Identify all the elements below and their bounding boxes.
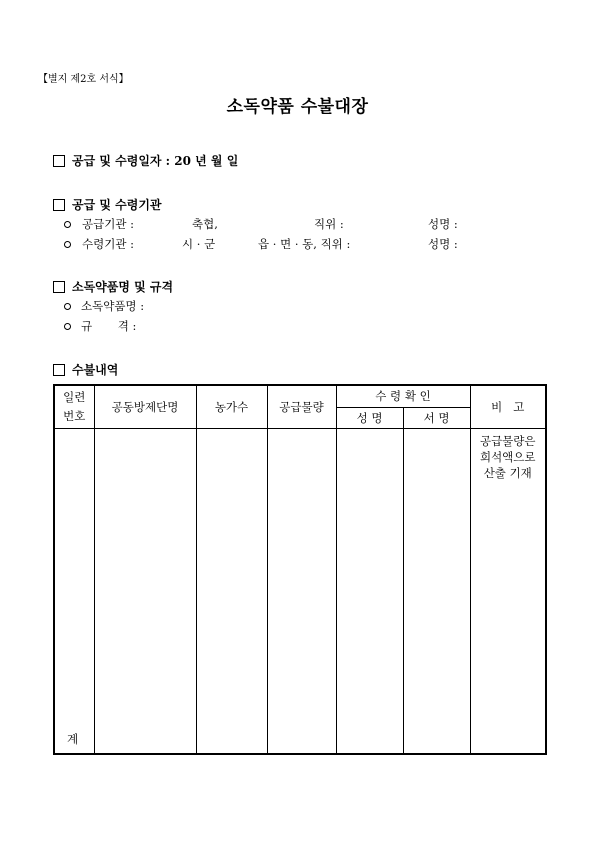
header-serial-number: 일련 번호 xyxy=(54,385,94,428)
table-cell xyxy=(94,428,196,754)
checkbox-icon xyxy=(53,155,65,167)
supplier-row xyxy=(62,216,542,232)
form-number: 【별지 제2호 서식】 xyxy=(38,74,129,85)
total-cell: 계 xyxy=(54,428,94,754)
institutions-label: 공급 및 수령기관 xyxy=(72,198,162,212)
table-cell xyxy=(196,428,267,754)
receiver-row xyxy=(62,236,542,252)
header-group-name: 공동방제단명 xyxy=(94,385,196,428)
supply-date-label: 공급 및 수령일자 : 20 년 월 일 xyxy=(72,154,239,168)
ledger-table xyxy=(53,384,547,755)
receiver-town: 읍 · 면 · 동, 직위 : xyxy=(258,237,351,251)
header-farm-count: 농가수 xyxy=(196,385,267,428)
page-title: 소독약품 수불대장 xyxy=(226,97,369,117)
header-receipt-name: 성 명 xyxy=(336,407,403,428)
supplier-org: 축협, xyxy=(192,217,218,231)
ledger-section-label: 수불내역 xyxy=(72,363,119,377)
section-supply-date xyxy=(53,152,238,169)
product-name-row xyxy=(62,298,144,314)
table-cell xyxy=(403,428,470,754)
section-institutions xyxy=(53,196,162,213)
supplier-label: 공급기관 : xyxy=(82,217,134,231)
receiver-label: 수령기관 : xyxy=(82,237,134,251)
supplier-name: 성명 : xyxy=(428,217,458,231)
product-name-label: 소독약품명 : xyxy=(81,299,145,313)
table-row xyxy=(54,428,546,754)
section-ledger xyxy=(53,361,118,378)
checkbox-icon xyxy=(53,199,65,211)
header-supply-quantity: 공급물량 xyxy=(267,385,336,428)
header-receipt-confirm: 수 령 확 인 xyxy=(336,385,470,407)
table-cell xyxy=(336,428,403,754)
table-cell xyxy=(267,428,336,754)
product-section-label: 소독약품명 및 규격 xyxy=(72,280,174,294)
section-product xyxy=(53,278,173,295)
supplier-position: 직위 : xyxy=(314,217,344,231)
bullet-circle-icon xyxy=(64,221,71,228)
header-remarks: 비 고 xyxy=(470,385,546,428)
spec-row xyxy=(62,318,136,334)
checkbox-icon xyxy=(53,364,65,376)
checkbox-icon xyxy=(53,281,65,293)
receiver-city: 시 · 군 xyxy=(182,237,216,251)
spec-label: 규 격 : xyxy=(81,319,137,333)
bullet-circle-icon xyxy=(64,323,71,330)
remark-note: 공급물량은 희석액으로 산출 기재 xyxy=(470,428,546,754)
bullet-circle-icon xyxy=(64,303,71,310)
header-receipt-sign: 서 명 xyxy=(403,407,470,428)
bullet-circle-icon xyxy=(64,241,71,248)
receiver-name: 성명 : xyxy=(428,237,458,251)
